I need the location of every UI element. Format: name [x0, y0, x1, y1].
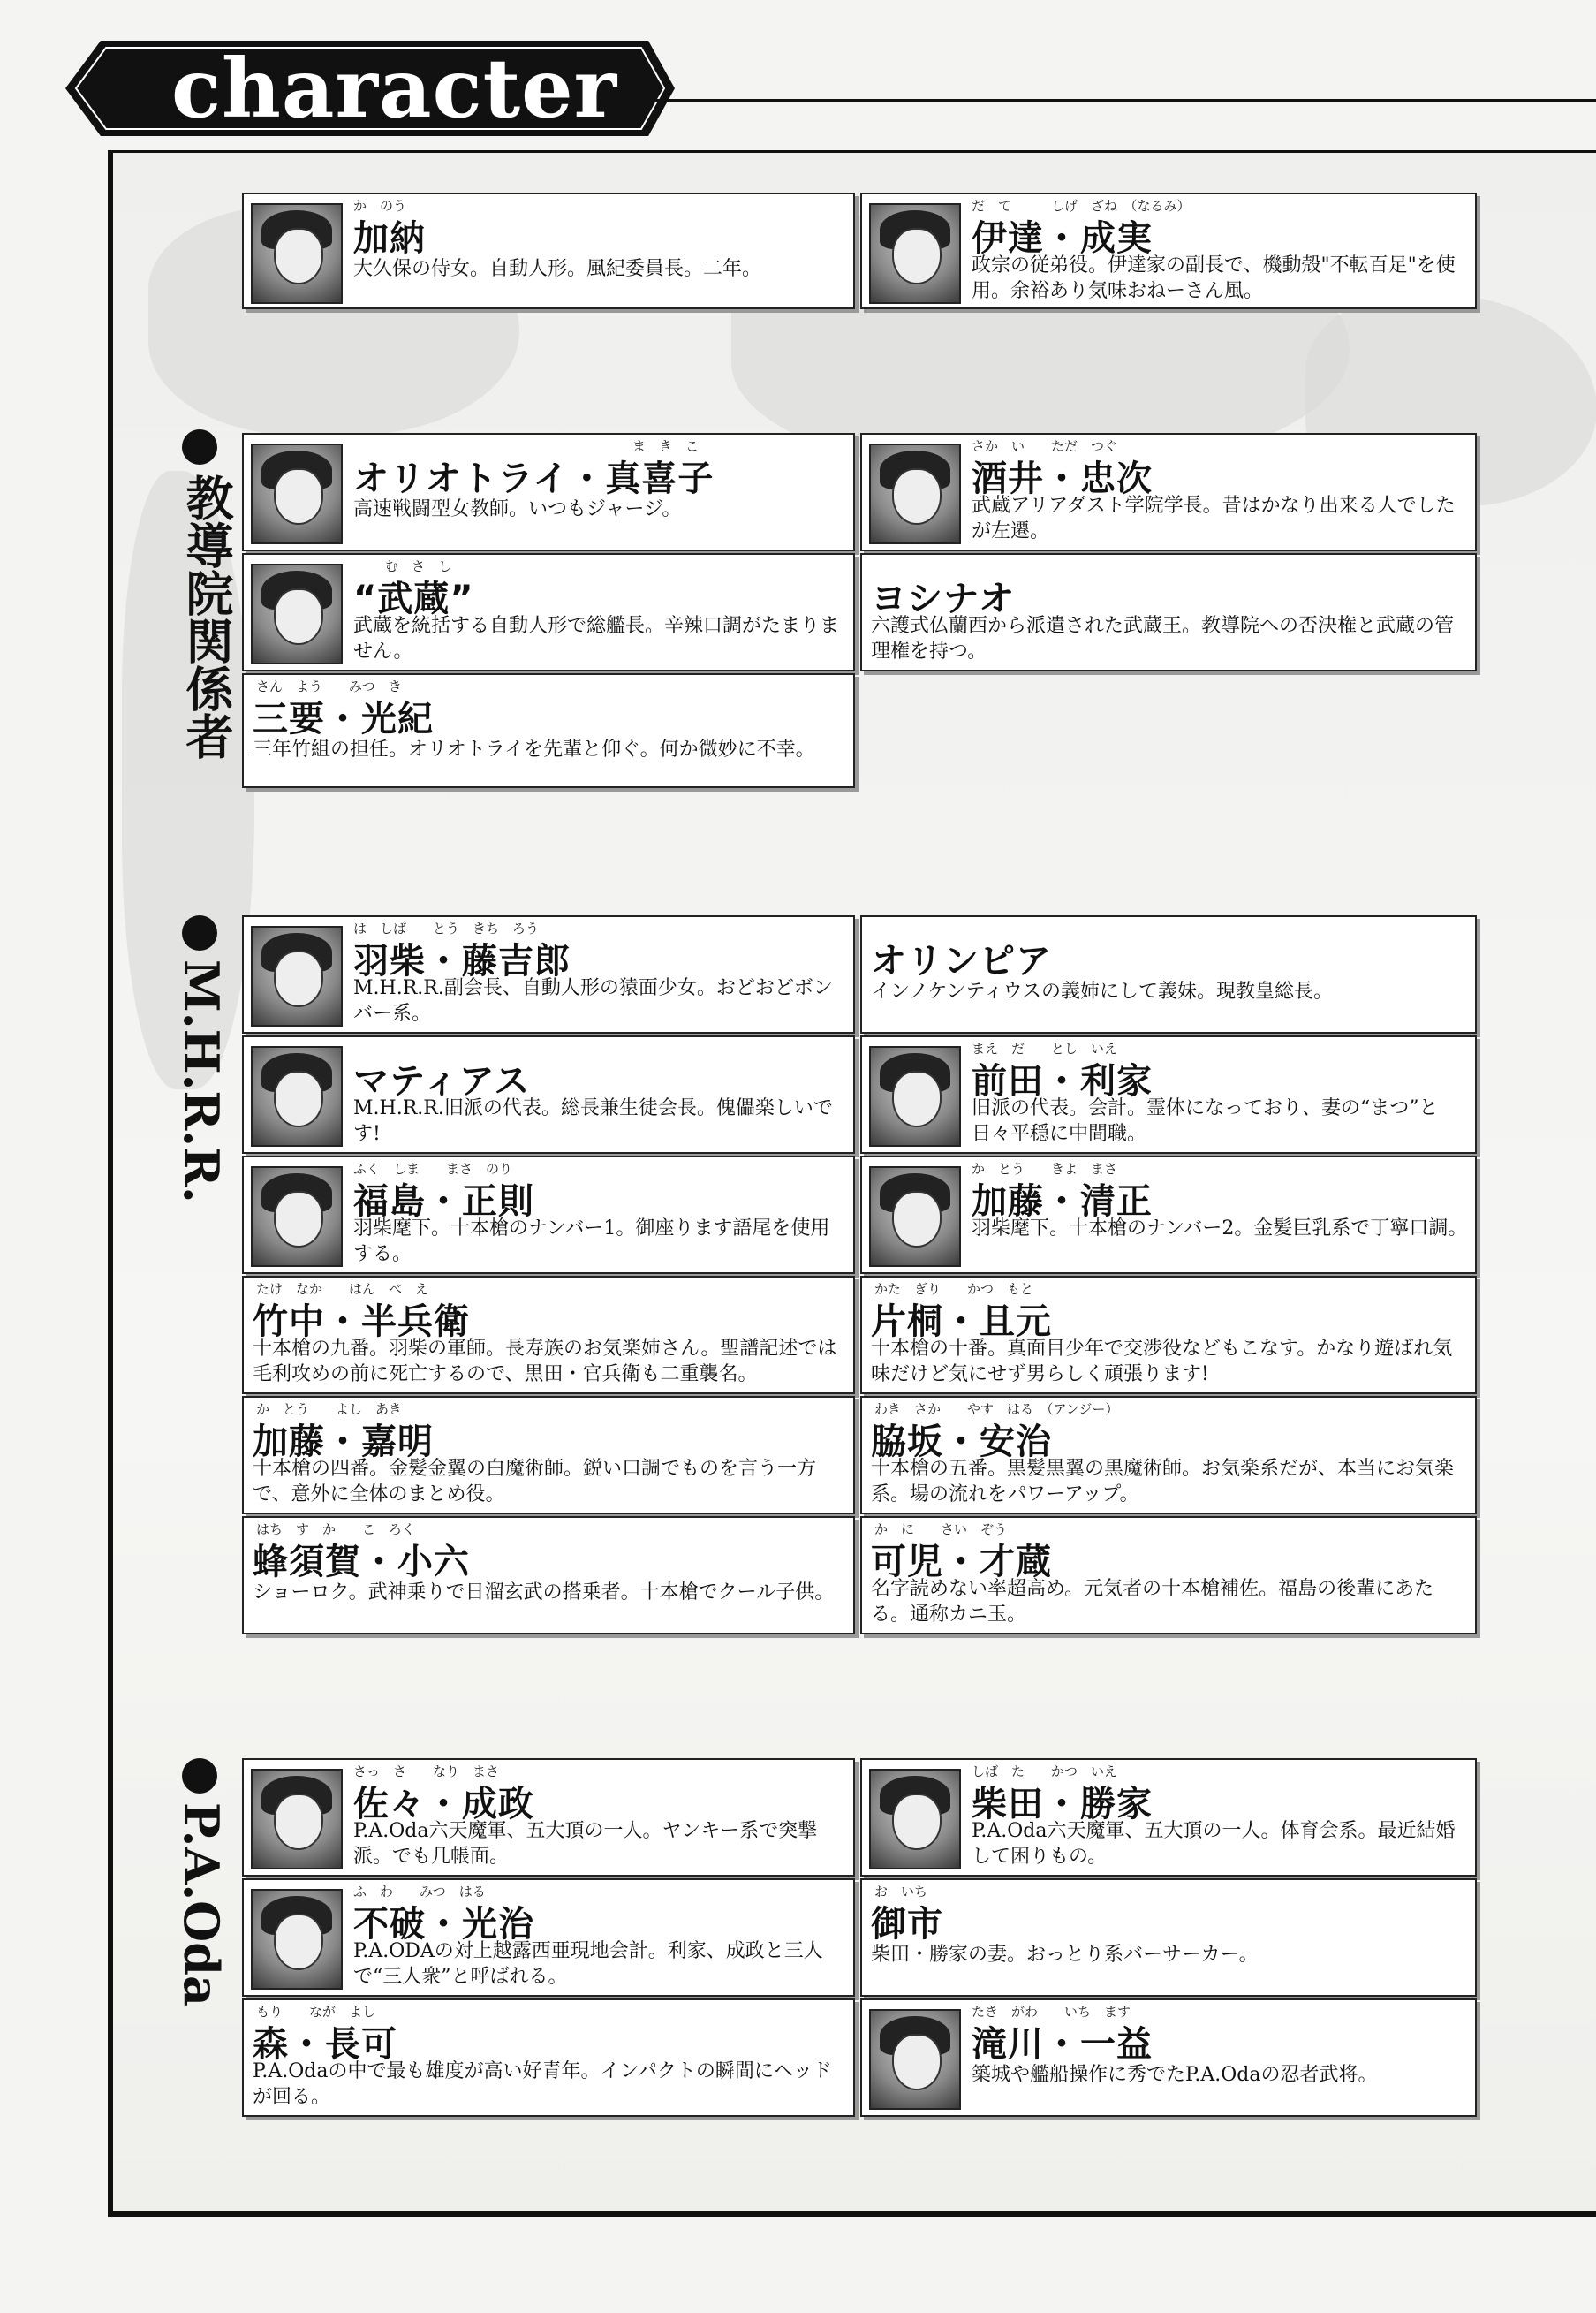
character-card-takenaka: [242, 1276, 855, 1394]
page-title: character: [171, 41, 618, 136]
character-name: マティアス: [353, 1061, 531, 1102]
character-name: 脇坂・安治: [871, 1422, 1052, 1462]
character-card-olympia: [860, 915, 1477, 1034]
character-portrait: [869, 203, 961, 304]
character-description: 十本槍の十番。真面目少年で交渉役などもこなす。かなり遊ばれ気味だけど気にせず男らしく頑張ります!: [871, 1338, 1453, 1385]
character-name: 御市: [871, 1904, 943, 1945]
character-description: 武蔵アリアダスト学院学長。昔はかなり出来る人でしたが左遷。: [972, 495, 1456, 542]
character-name: 滝川・一益: [972, 2024, 1153, 2065]
character-portrait: [251, 1046, 343, 1147]
name-ruby: わき さか やす はる （アンジー）: [874, 1401, 1119, 1417]
character-portrait: [251, 1889, 343, 1990]
character-description: P.A.Oda六天魔軍、五大頂の一人。体育会系。最近結婚して困りもの。: [972, 1820, 1456, 1868]
character-description: 武蔵を統括する自動人形で総艦長。辛辣口調がたまりません。: [353, 615, 840, 663]
character-card-sassa: [242, 1758, 855, 1877]
character-card-musashi: [242, 553, 855, 671]
character-name: 加藤・清正: [972, 1181, 1153, 1222]
character-description: P.A.Oda六天魔軍、五大頂の一人。ヤンキー系で突撃派。でも几帳面。: [353, 1820, 818, 1868]
name-ruby: はち す か こ ろく: [256, 1521, 416, 1537]
name-ruby: たき がわ いち ます: [972, 2004, 1131, 2020]
header: [65, 35, 675, 141]
character-description: 羽柴麾下。十本槍のナンバー1。御座ります語尾を使用する。: [353, 1217, 830, 1265]
name-ruby: まえ だ とし いえ: [972, 1041, 1118, 1057]
character-description: M.H.R.R.副会長、自動人形の猿面少女。おどおどボンバー系。: [353, 977, 833, 1025]
character-description: 十本槍の五番。黒髪黒翼の黒魔術師。お気楽系だが、本当にお気楽系。場の流れをパワーアップ。: [871, 1458, 1455, 1505]
character-card-shibata: [860, 1758, 1477, 1877]
character-card-kani: [860, 1516, 1477, 1634]
character-name: 前田・利家: [972, 1061, 1153, 1102]
character-card-takigawa: [860, 1998, 1477, 2117]
character-card-mori: [242, 1998, 855, 2117]
section-title: 教導院関係者: [178, 474, 235, 760]
character-card-oichi: [860, 1878, 1477, 1997]
character-name: 加納: [353, 218, 426, 259]
character-name: 福島・正則: [353, 1181, 534, 1222]
character-name: 三要・光紀: [253, 699, 434, 739]
character-card-katagiri: [860, 1276, 1477, 1394]
character-name: ヨシナオ: [871, 579, 1016, 619]
character-name: 佐々・成政: [353, 1784, 534, 1824]
name-ruby: か のう: [353, 198, 407, 214]
character-card-katou-kiyomasa: [860, 1156, 1477, 1274]
name-ruby: さん よう みつ き: [256, 679, 402, 694]
character-name: 伊達・成実: [972, 218, 1153, 259]
character-portrait: [869, 2009, 961, 2110]
character-name: 片桐・且元: [871, 1301, 1052, 1342]
character-portrait: [251, 564, 343, 664]
bullet-icon: [182, 429, 217, 465]
character-portrait: [869, 1769, 961, 1869]
character-name: 羽柴・藤吉郎: [353, 941, 571, 982]
character-description: 六護式仏蘭西から派遣された武蔵王。教導院への否決権と武蔵の管理権を持つ。: [871, 615, 1455, 663]
character-name: 森・長可: [253, 2024, 397, 2065]
character-card-sanyou: [242, 673, 855, 788]
character-description: 高速戦闘型女教師。いつもジャージ。: [353, 498, 682, 520]
section-title: P.A.Oda: [173, 1802, 230, 2006]
character-card-hashiba: [242, 915, 855, 1034]
name-ruby: ま き こ: [632, 438, 700, 454]
name-ruby: さか い ただ つぐ: [972, 438, 1118, 454]
character-portrait: [869, 1046, 961, 1147]
name-ruby: しば た かつ いえ: [972, 1763, 1118, 1779]
character-description: 十本槍の九番。羽柴の軍師。長寿族のお気楽姉さん。聖譜記述では毛利攻めの前に死亡するので、黒田・官兵衛も二重襲名。: [253, 1338, 837, 1385]
character-name: 竹中・半兵衛: [253, 1301, 470, 1342]
name-ruby: ふく しま まさ のり: [353, 1161, 513, 1177]
character-description: ショーロク。武神乗りで日溜玄武の搭乗者。十本槍でクール子供。: [253, 1581, 835, 1604]
character-description: 名字読めない率超高め。元気者の十本槍補佐。福島の後輩にあたる。通称カニ玉。: [871, 1578, 1434, 1626]
section-label-faculty: [173, 429, 235, 760]
character-name: 不破・光治: [353, 1904, 534, 1945]
character-name: 可児・才蔵: [871, 1542, 1052, 1582]
character-name: 加藤・嘉明: [253, 1422, 434, 1462]
section-label-paoda: [173, 1758, 230, 2006]
name-ruby: さっ さ なり まさ: [353, 1763, 500, 1779]
character-name: 酒井・忠次: [972, 459, 1153, 499]
character-portrait: [251, 1769, 343, 1869]
character-card-fuwa: [242, 1878, 855, 1997]
character-description: 旧派の代表。会計。霊体になっており、妻の“まつ”と日々平穏に中間職。: [972, 1097, 1439, 1145]
section-label-mhrr: [173, 915, 230, 1203]
character-name: オリオトライ・真喜子: [353, 459, 715, 499]
name-ruby: か とう きよ まさ: [972, 1161, 1118, 1177]
name-ruby: は しば とう きち ろう: [353, 921, 540, 937]
character-description: 十本槍の四番。金髪金翼の白魔術師。鋭い口調でものを言う一方で、意外に全体のまとめ役。: [253, 1458, 817, 1505]
name-ruby: だ て しげ ざね （なるみ）: [972, 198, 1191, 214]
character-card-oriotorai: [242, 433, 855, 551]
character-description: 三年竹組の担任。オリオトライを先輩と仰ぐ。何か微妙に不幸。: [253, 739, 815, 761]
character-description: 柴田・勝家の妻。おっとり系バーサーカー。: [871, 1944, 1259, 1966]
name-ruby: ふ わ みつ はる: [353, 1884, 486, 1900]
name-ruby: か に さい ぞう: [874, 1521, 1008, 1537]
character-portrait: [251, 1166, 343, 1267]
character-description: 政宗の従弟役。伊達家の副長で、機動殻"不転百足"を使用。余裕あり気味おねーさん風。: [972, 254, 1456, 302]
character-description: インノケンティウスの義姉にして義妹。現教皇総長。: [871, 981, 1333, 1003]
name-ruby: か とう よし あき: [256, 1401, 403, 1417]
character-description: 築城や艦船操作に秀でたP.A.Odaの忍者武将。: [972, 2064, 1378, 2086]
character-description: P.A.ODAの対上越露西亜現地会計。利家、成政と三人で“三人衆”と呼ばれる。: [353, 1940, 823, 1988]
character-card-sakai: [860, 433, 1477, 551]
character-name: オリンピア: [871, 941, 1052, 982]
name-ruby: もり なが よし: [256, 2004, 376, 2020]
character-card-yoshinao: [860, 553, 1477, 671]
character-portrait: [869, 444, 961, 544]
character-card-fukushima: [242, 1156, 855, 1274]
name-ruby: お いち: [874, 1884, 928, 1900]
name-ruby: かた ぎり かつ もと: [874, 1281, 1034, 1297]
name-ruby: たけ なか はん べ え: [256, 1281, 429, 1297]
bullet-icon: [182, 1758, 217, 1794]
character-description: 羽柴麾下。十本槍のナンバー2。金髪巨乳系で丁寧口調。: [972, 1217, 1468, 1240]
character-card-matthias: [242, 1035, 855, 1154]
character-card-katou-yoshiaki: [242, 1396, 855, 1514]
character-card-date: [860, 193, 1477, 309]
character-name: 蜂須賀・小六: [253, 1542, 470, 1582]
bullet-icon: [182, 915, 217, 951]
character-card-maeda: [860, 1035, 1477, 1154]
character-portrait: [251, 203, 343, 304]
character-card-hachisuka: [242, 1516, 855, 1634]
character-card-wakisaka: [860, 1396, 1477, 1514]
character-portrait: [251, 926, 343, 1027]
header-rule: [654, 99, 1596, 102]
character-description: 大久保の侍女。自動人形。風紀委員長。二年。: [353, 258, 762, 280]
name-ruby: む さ し: [385, 558, 452, 574]
character-name: 柴田・勝家: [972, 1784, 1153, 1824]
character-portrait: [869, 1166, 961, 1267]
character-portrait: [251, 444, 343, 544]
character-description: P.A.Odaの中で最も雄度が高い好青年。インパクトの瞬間にヘッドが回る。: [253, 2060, 832, 2108]
character-name: “武蔵”: [353, 579, 474, 619]
character-card-kanou: [242, 193, 855, 309]
character-description: M.H.R.R.旧派の代表。総長兼生徒会長。傀儡楽しいです!: [353, 1097, 833, 1145]
section-title: M.H.R.R.: [173, 959, 230, 1203]
